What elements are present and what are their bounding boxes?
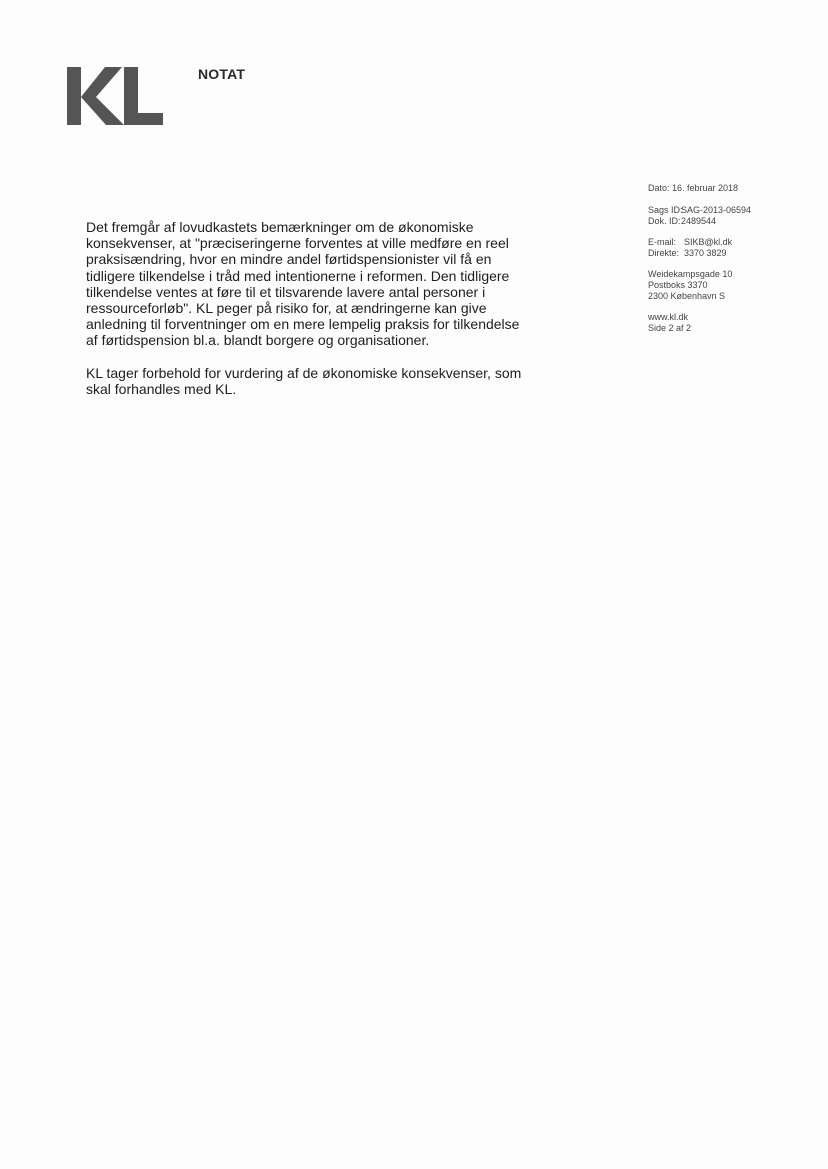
document-type-title: NOTAT bbox=[198, 66, 246, 82]
dok-id-value: 2489544 bbox=[681, 216, 717, 226]
direct-phone-label: Direkte: bbox=[648, 248, 680, 258]
dok-id-label: Dok. ID: bbox=[648, 216, 681, 226]
address-city: 2300 København S bbox=[648, 291, 726, 301]
website: www.kl.dk bbox=[648, 312, 689, 322]
kl-logo bbox=[67, 67, 163, 125]
document-metadata bbox=[648, 183, 818, 334]
sags-id-value: SAG-2013-06594 bbox=[681, 205, 752, 215]
email-line bbox=[648, 237, 818, 248]
sags-id-line bbox=[648, 205, 818, 216]
document-body bbox=[86, 219, 531, 397]
direct-phone-line bbox=[648, 248, 818, 259]
address-postbox: Postboks 3370 bbox=[648, 280, 708, 290]
body-paragraph-1: Det fremgår af lovudkastets bemærkninger om de økonomiske konsekvenser, at "præciseringerne forventes at ville medføre en reel praksisændring, hvor en mindre andel førtidspensionister vil få en tidligere tilkendelse i tråd med intentionerne i reformen. Den tidligere tilkendelse ventes at føre til et tilsvarende lavere antal personer i ressourceforløb". KL peger på risiko for, at ændringerne kan give anledning til forventninger om en mere lempelig praksis for tilkendelse af førtidspension bl.a. blandt borgere og organisationer. bbox=[86, 219, 520, 349]
address-street: Weidekampsgade 10 bbox=[648, 269, 733, 279]
body-paragraph-2: KL tager forbehold for vurdering af de økonomiske konsekvenser, som skal forhandles med KL. bbox=[86, 364, 522, 397]
email-label: E-mail: bbox=[648, 237, 677, 247]
direct-phone-value: 3370 3829 bbox=[684, 248, 727, 258]
email-value: SIKB@kl.dk bbox=[684, 237, 733, 247]
sags-id-label: Sags ID: bbox=[648, 205, 683, 215]
date-line: Dato: 16. februar 2018 bbox=[648, 183, 739, 193]
dok-id-line bbox=[648, 216, 818, 227]
page-number: Side 2 af 2 bbox=[648, 323, 692, 333]
